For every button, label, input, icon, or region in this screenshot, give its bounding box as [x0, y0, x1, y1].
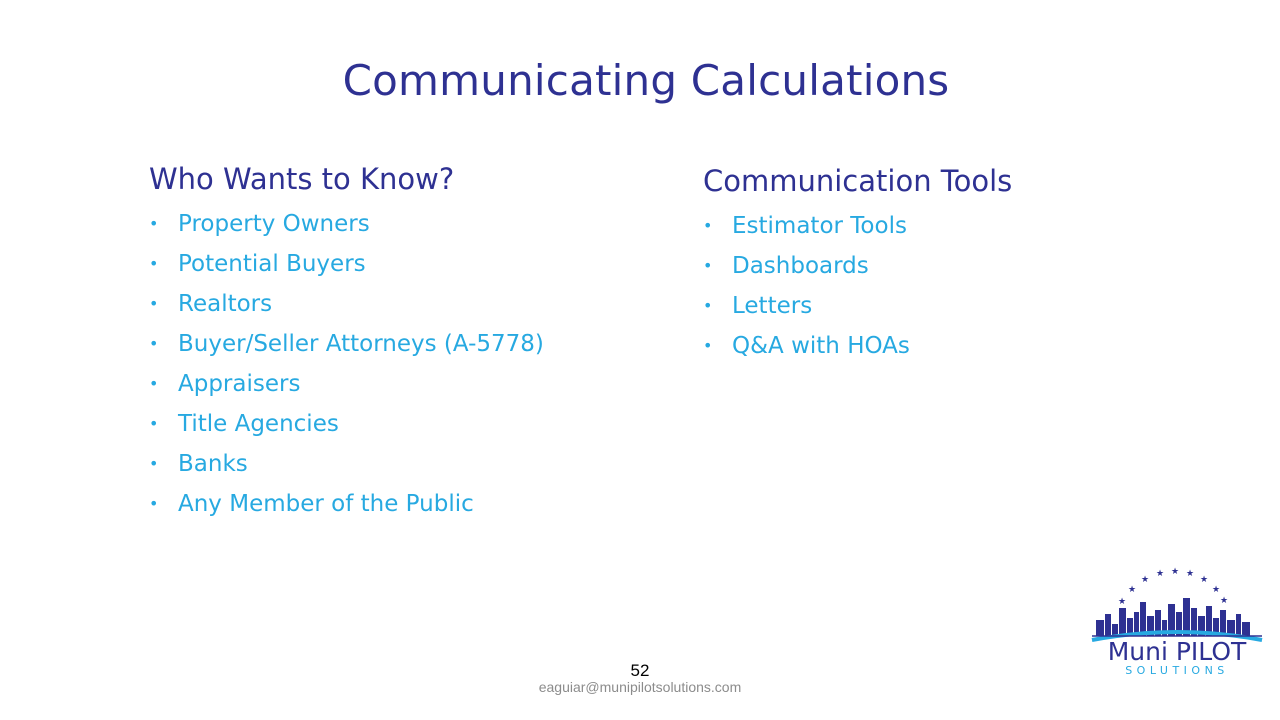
bullet-icon: • — [149, 254, 159, 273]
list-item-label: Dashboards — [732, 253, 869, 279]
footer-email: eaguiar@munipilotsolutions.com — [538, 679, 742, 695]
muni-pilot-logo — [1082, 562, 1272, 682]
svg-text:★: ★ — [1211, 585, 1221, 595]
svg-text:★: ★ — [1219, 596, 1229, 606]
list-item — [149, 404, 544, 444]
list-item — [703, 206, 1012, 246]
who-wants-to-know-column — [149, 160, 544, 524]
left-column-heading: Who Wants to Know? — [149, 162, 455, 196]
stars-icon — [1118, 567, 1228, 607]
list-item-label: Letters — [732, 293, 813, 319]
slide-title: Communicating Calculations — [342, 56, 950, 105]
list-item-label: Title Agencies — [178, 411, 339, 437]
communication-tools-column — [703, 162, 1012, 366]
list-item-label: Any Member of the Public — [178, 491, 474, 517]
list-item-label: Potential Buyers — [178, 251, 366, 277]
list-item — [703, 326, 1012, 366]
list-item-label: Realtors — [178, 291, 273, 317]
bullet-icon: • — [149, 294, 159, 313]
list-item-label: Banks — [178, 451, 248, 477]
list-item — [149, 204, 544, 244]
svg-text:★: ★ — [1170, 567, 1180, 577]
list-item — [149, 324, 544, 364]
list-item — [703, 286, 1012, 326]
list-item-label: Property Owners — [178, 211, 370, 237]
bullet-icon: • — [149, 214, 159, 233]
bullet-icon: • — [703, 256, 713, 275]
list-item-label: Appraisers — [178, 371, 301, 397]
tools-list — [703, 206, 1012, 366]
list-item-label: Q&A with HOAs — [732, 333, 910, 359]
svg-text:★: ★ — [1127, 585, 1137, 595]
list-item-label: Buyer/Seller Attorneys (A-5778) — [178, 331, 544, 357]
list-item — [149, 244, 544, 284]
svg-text:★: ★ — [1140, 575, 1150, 585]
logo-wordmark: Muni PILOT — [1107, 637, 1247, 666]
list-item — [149, 284, 544, 324]
list-item — [703, 246, 1012, 286]
bullet-icon: • — [149, 374, 159, 393]
svg-text:★: ★ — [1155, 569, 1165, 579]
list-item — [149, 484, 544, 524]
audience-list — [149, 204, 544, 524]
bullet-icon: • — [149, 454, 159, 473]
page-number: 52 — [630, 661, 650, 680]
bullet-icon: • — [149, 494, 159, 513]
svg-text:★: ★ — [1185, 569, 1195, 579]
svg-text:★: ★ — [1117, 597, 1127, 607]
bullet-icon: • — [703, 216, 713, 235]
list-item — [149, 364, 544, 404]
list-item-label: Estimator Tools — [732, 213, 907, 239]
right-column-heading: Communication Tools — [703, 164, 1013, 198]
bullet-icon: • — [149, 334, 159, 353]
bullet-icon: • — [703, 336, 713, 355]
bullet-icon: • — [149, 414, 159, 433]
svg-text:★: ★ — [1199, 575, 1209, 585]
bullet-icon: • — [703, 296, 713, 315]
list-item — [149, 444, 544, 484]
logo-tagline: SOLUTIONS — [1125, 664, 1229, 677]
